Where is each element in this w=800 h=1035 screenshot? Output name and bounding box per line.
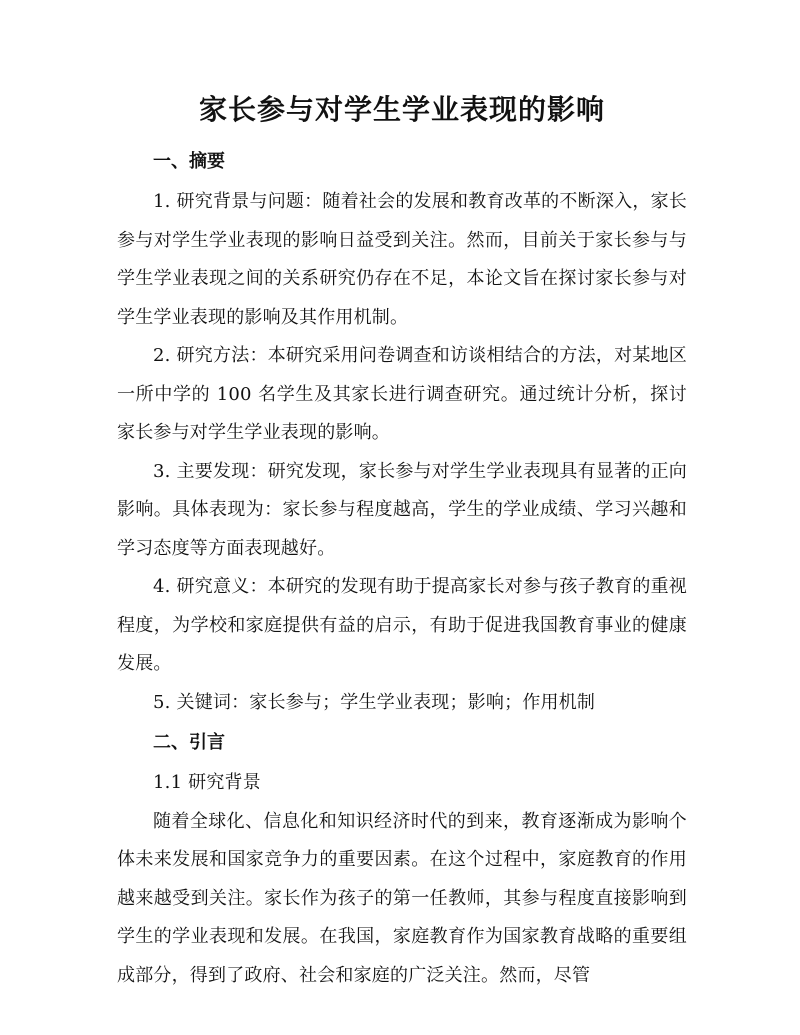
subsection-heading-research-background: 1.1 研究背景 [153, 772, 261, 793]
section-heading-abstract: 一、摘要 [153, 151, 225, 172]
abstract-paragraph-significance: 4. 研究意义：本研究的发现有助于提高家长对参与孩子教育的重视程度，为学校和家庭提供有益的启示，有助于促进我国教育事业的健康发展。 [117, 576, 687, 674]
document-title: 家长参与对学生学业表现的影响 [198, 93, 605, 126]
abstract-paragraph-method: 2. 研究方法：本研究采用问卷调查和访谈相结合的方法，对某地区一所中学的 100 名学生及其家长进行调查研究。通过统计分析，探讨家长参与对学生学业表现的影响。 [117, 345, 687, 443]
abstract-paragraph-background: 1. 研究背景与问题：随着社会的发展和教育改革的不断深入，家长参与对学生学业表现的影响日益受到关注。然而，目前关于家长参与与学生学业表现之间的关系研究仍存在不足，本论文旨在探讨家长参与对学生学业表现的影响及其作用机制。 [117, 191, 687, 328]
abstract-paragraph-keywords: 5. 关键词：家长参与；学生学业表现；影响；作用机制 [153, 691, 596, 713]
abstract-paragraph-findings: 3. 主要发现：研究发现，家长参与对学生学业表现具有显著的正向影响。具体表现为：家长参与程度越高，学生的学业成绩、学习兴趣和学习态度等方面表现越好。 [117, 460, 687, 559]
introduction-paragraph: 随着全球化、信息化和知识经济时代的到来，教育逐渐成为影响个体未来发展和国家竞争力的重要因素。在这个过程中，家庭教育的作用越来越受到关注。家长作为孩子的第一任教师，其参与程度直接影响到学生的学业表现和发展。在我国，家庭教育作为国家教育战略的重要组成部分，得到了政府、社会和家庭的广泛关注。然而，尽管 [117, 810, 687, 986]
section-heading-introduction: 二、引言 [153, 732, 225, 753]
